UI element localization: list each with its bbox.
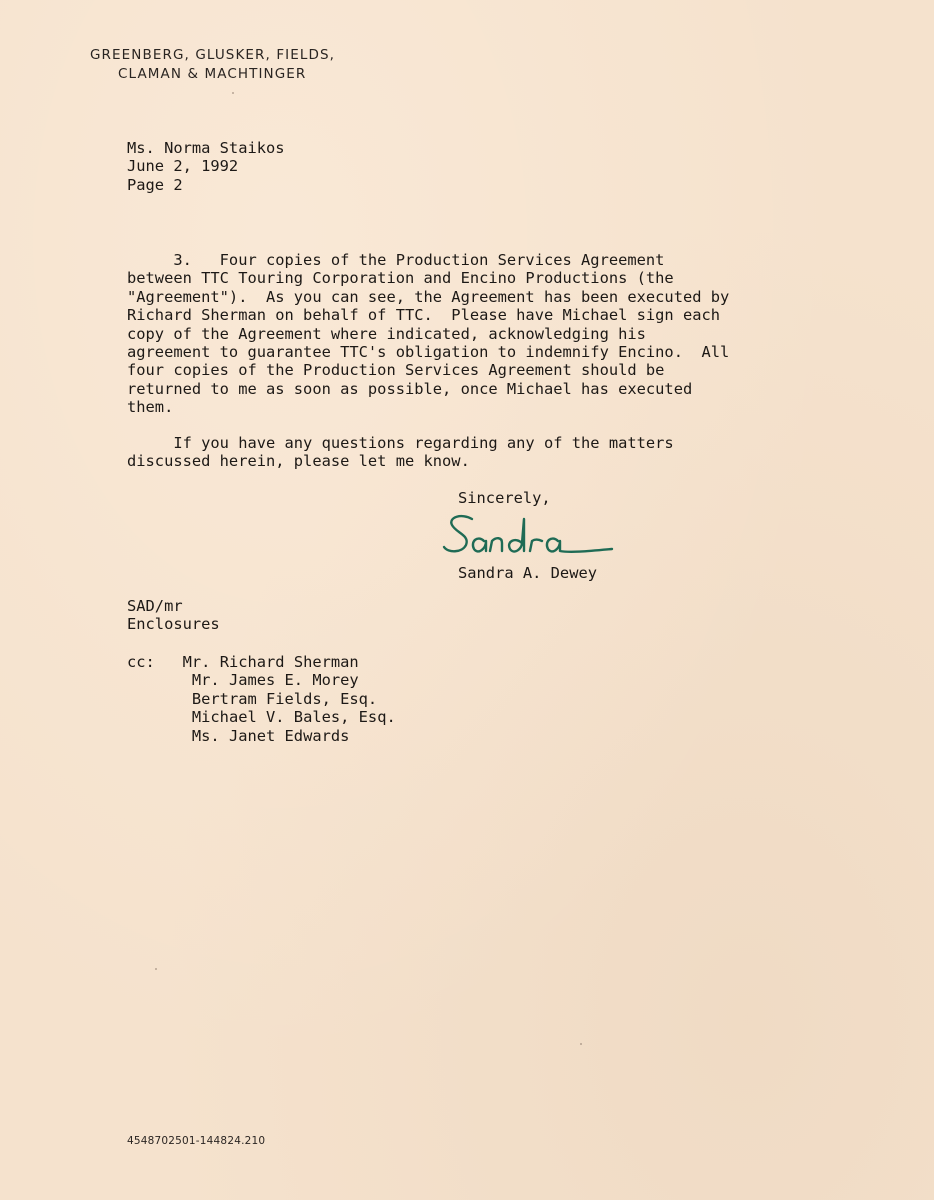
paragraph-line: returned to me as soon as possible, once Michael has executed xyxy=(127,379,693,398)
paragraph-line: Richard Sherman on behalf of TTC. Please have Michael sign each xyxy=(127,306,721,325)
reference-block xyxy=(127,597,220,634)
closing-salutation: Sincerely, xyxy=(458,489,551,507)
enclosures-note: Enclosures xyxy=(127,615,220,634)
paragraph-line: "Agreement"). As you can see, the Agreement has been executed by xyxy=(127,287,730,306)
paper-speck xyxy=(155,968,157,970)
cc-recipient: Ms. Janet Edwards xyxy=(191,726,350,745)
cc-list xyxy=(127,653,396,745)
letterhead-line-1: GREENBERG, GLUSKER, FIELDS, xyxy=(90,47,336,63)
handwritten-signature xyxy=(440,505,620,565)
letterhead-line-2: CLAMAN & MACHTINGER xyxy=(118,66,307,82)
paragraph-line: between TTC Touring Corporation and Encino Productions (the xyxy=(127,269,674,288)
paper-speck xyxy=(580,1043,582,1045)
cc-label: cc: xyxy=(127,653,155,671)
body-paragraph-2 xyxy=(127,434,674,471)
cc-recipient: Michael V. Bales, Esq. xyxy=(191,708,396,727)
signer-name: Sandra A. Dewey xyxy=(458,564,597,582)
firm-letterhead xyxy=(90,46,335,84)
body-paragraph-1 xyxy=(127,251,729,417)
paragraph-line: 3. Four copies of the Production Services Agreement xyxy=(127,251,665,269)
paragraph-line: agreement to guarantee TTC's obligation to indemnify Encino. All xyxy=(127,343,730,362)
document-id: 4548702501-144824.210 xyxy=(127,1135,266,1147)
cc-recipient: Mr. Richard Sherman xyxy=(182,653,359,671)
cc-recipient: Bertram Fields, Esq. xyxy=(191,689,378,708)
paragraph-line: If you have any questions regarding any of the matters xyxy=(127,434,674,452)
letter-date: June 2, 1992 xyxy=(127,157,239,176)
paragraph-line: discussed herein, please let me know. xyxy=(127,452,470,471)
letter-header-block xyxy=(127,139,285,194)
cc-recipient: Mr. James E. Morey xyxy=(191,671,359,690)
paper-speck xyxy=(232,92,234,94)
page-number: Page 2 xyxy=(127,175,183,194)
recipient-name: Ms. Norma Staikos xyxy=(127,139,285,157)
paragraph-line: copy of the Agreement where indicated, acknowledging his xyxy=(127,324,646,343)
paragraph-line: four copies of the Production Services Agreement should be xyxy=(127,361,665,380)
paragraph-line: them. xyxy=(127,398,174,417)
typist-initials: SAD/mr xyxy=(127,597,183,615)
